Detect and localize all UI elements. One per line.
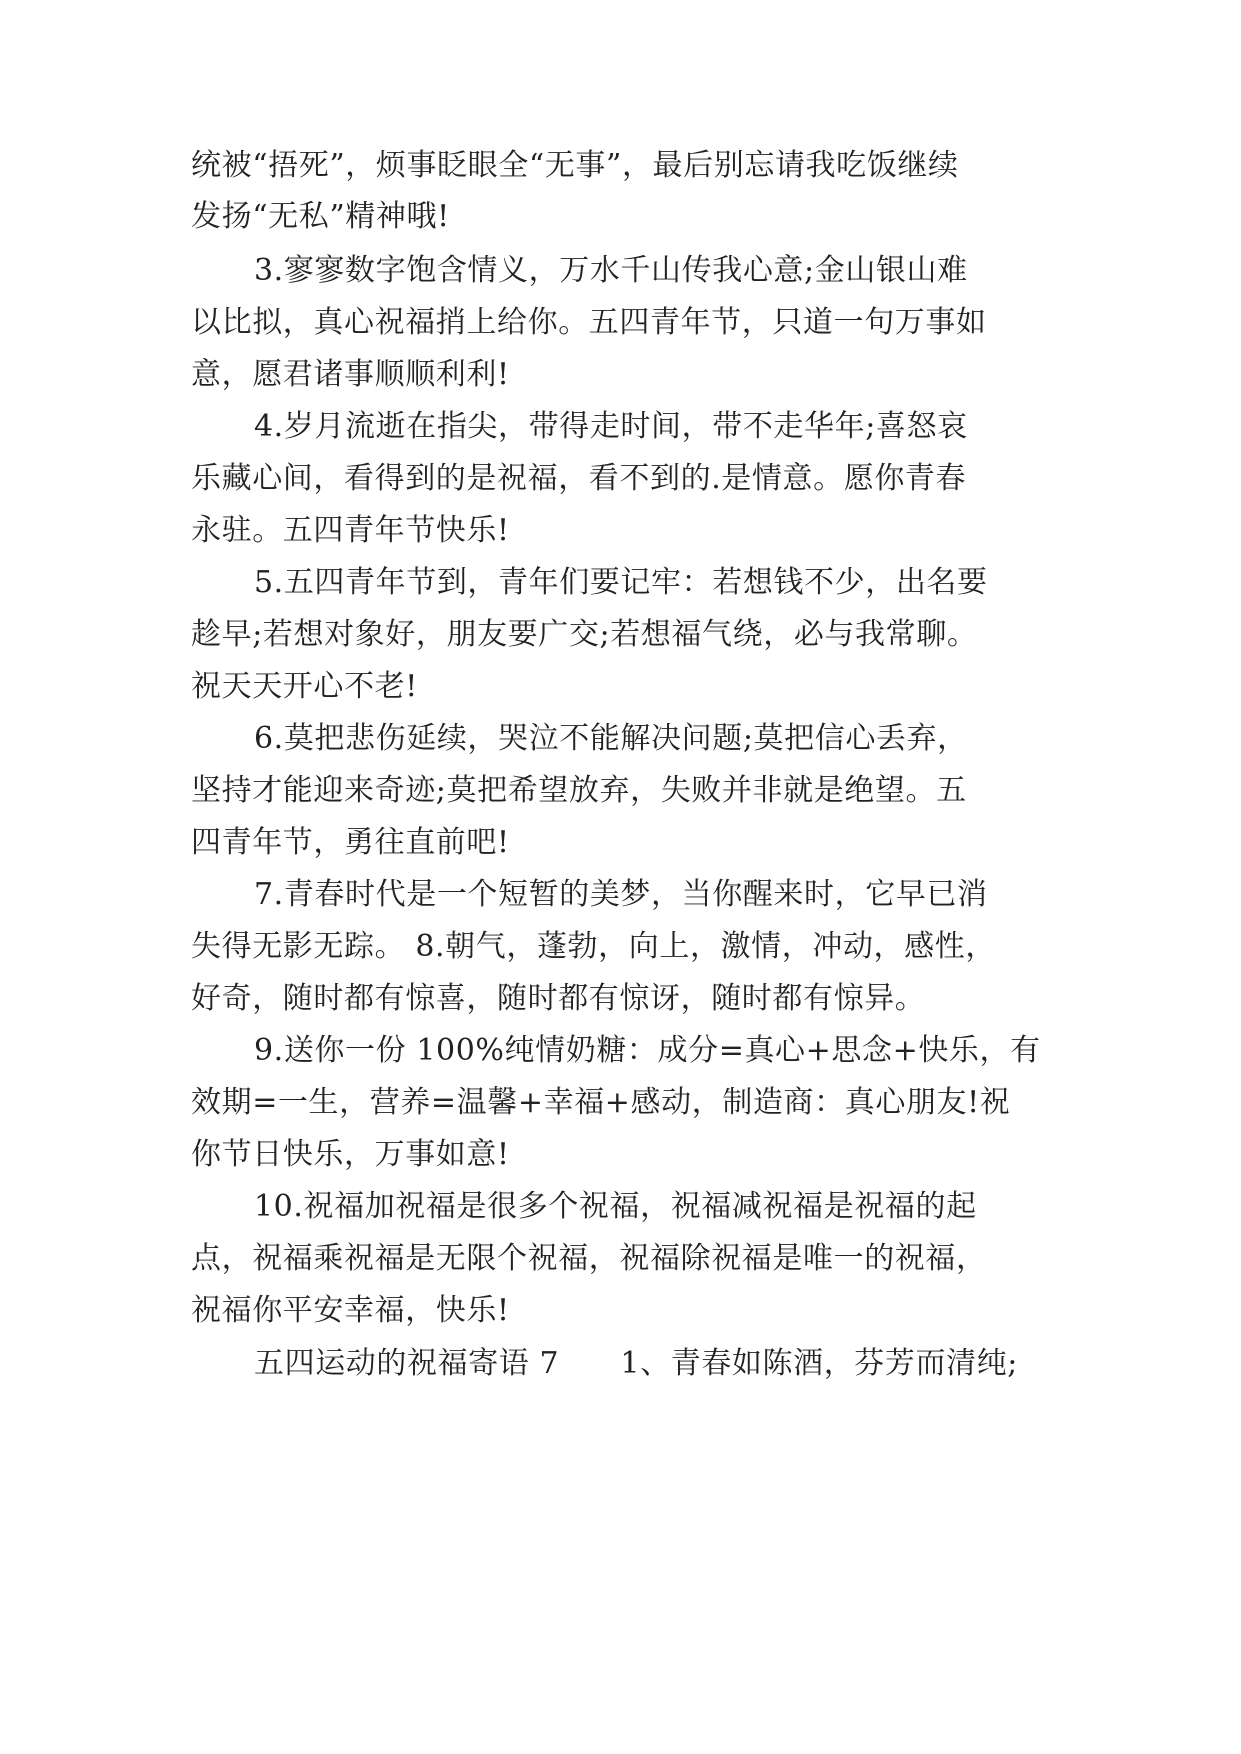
text-line: 祝福你平安幸福，快乐! — [191, 1293, 510, 1328]
paragraph-9-line: 9.送你一份 100%纯情奶糖：成分=真心+思念+快乐，有 — [254, 1033, 1041, 1068]
text-line: 意，愿君诸事顺顺利利! — [191, 357, 510, 392]
text-line: 永驻。五四青年节快乐! — [191, 513, 510, 548]
text-line: 你节日快乐，万事如意! — [191, 1137, 510, 1172]
section-heading-line: 五四运动的祝福寄语 7 1、青春如陈酒，芬芳而清纯; — [254, 1346, 1019, 1381]
text-line: 祝天天开心不老! — [191, 669, 418, 704]
text-line: 趁早;若想对象好，朋友要广交;若想福气绕，必与我常聊。 — [191, 617, 978, 652]
paragraph-5-line: 5.五四青年节到，青年们要记牢：若想钱不少，出名要 — [254, 565, 988, 600]
paragraph-6-line: 6.莫把悲伤延续，哭泣不能解决问题;莫把信心丢弃， — [254, 721, 968, 756]
paragraph-4-line: 4.岁月流逝在指尖，带得走时间，带不走华年;喜怒哀 — [254, 409, 968, 444]
text-line: 四青年节，勇往直前吧! — [191, 825, 510, 860]
text-line: 发扬“无私”精神哦! — [191, 199, 450, 234]
text-line: 坚持才能迎来奇迹;莫把希望放弃，失败并非就是绝望。五 — [191, 773, 967, 808]
text-line: 以比拟，真心祝福捎上给你。五四青年节，只道一句万事如 — [191, 305, 987, 340]
text-line: 统被“捂死”，烦事眨眼全“无事”，最后别忘请我吃饭继续 — [191, 148, 959, 183]
text-line: 失得无影无踪。 8.朝气，蓬勃，向上，激情，冲动，感性， — [191, 929, 996, 964]
text-line: 乐藏心间，看得到的是祝福，看不到的.是情意。愿你青春 — [191, 461, 967, 496]
paragraph-7-line: 7.青春时代是一个短暂的美梦，当你醒来时，它早已消 — [254, 877, 988, 912]
paragraph-10-line: 10.祝福加祝福是很多个祝福，祝福减祝福是祝福的起 — [254, 1189, 977, 1224]
text-line: 点，祝福乘祝福是无限个祝福，祝福除祝福是唯一的祝福， — [191, 1241, 987, 1276]
text-line: 好奇，随时都有惊喜，随时都有惊讶，随时都有惊异。 — [191, 981, 926, 1016]
paragraph-3-line: 3.寥寥数字饱含情义，万水千山传我心意;金山银山难 — [254, 253, 968, 288]
text-line: 效期=一生，营养=温馨+幸福+感动，制造商：真心朋友!祝 — [191, 1085, 1011, 1120]
